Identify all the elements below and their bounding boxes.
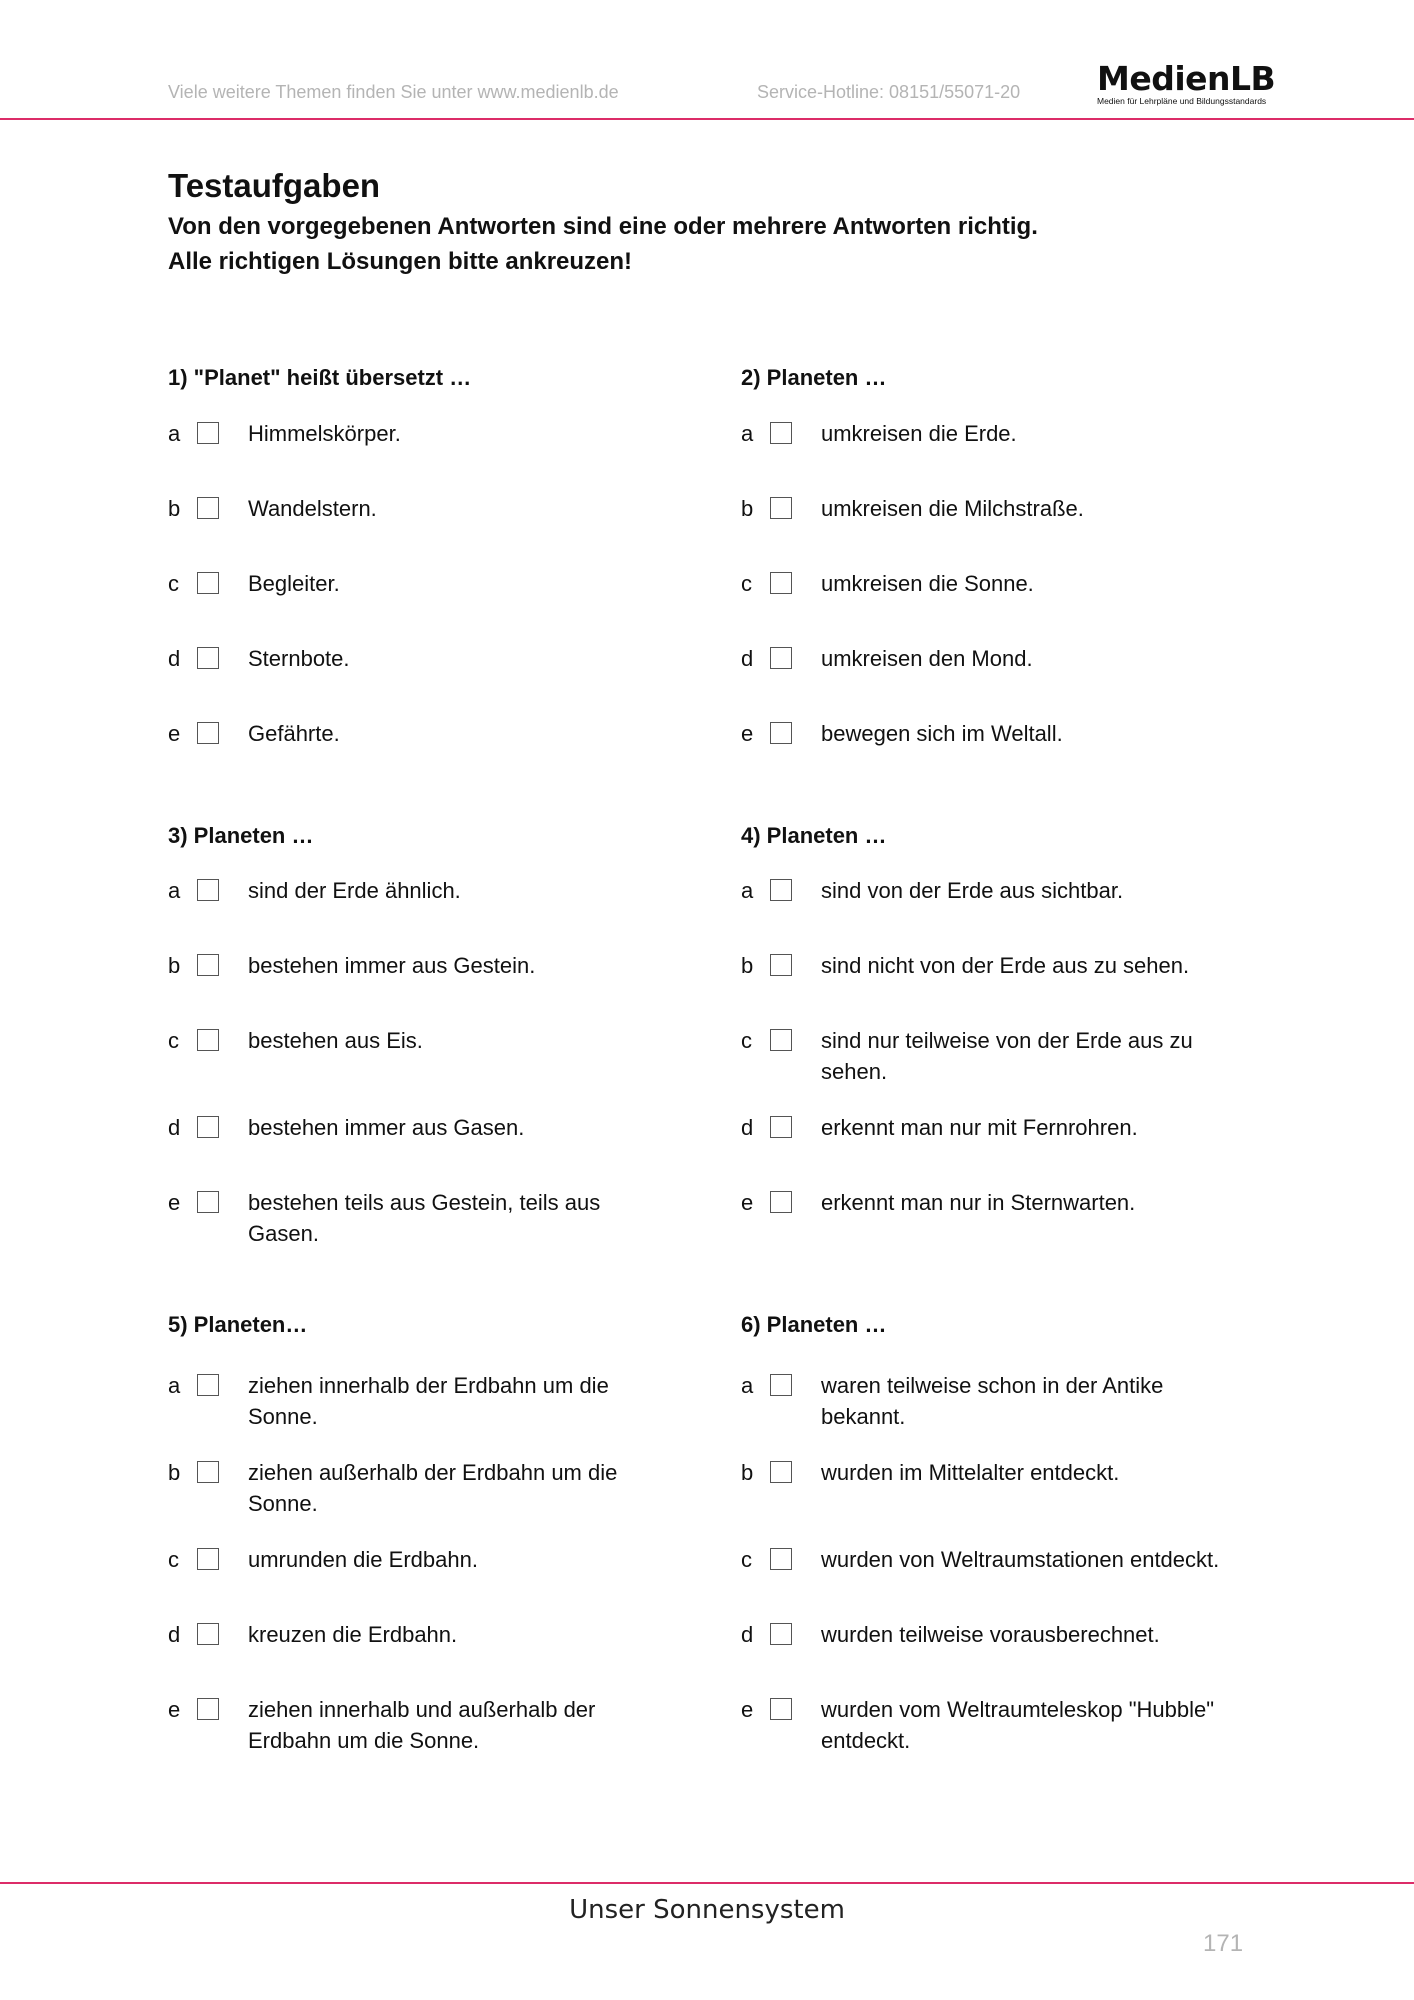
option-checkbox[interactable] [197,497,219,519]
option-letter: d [741,1115,754,1140]
option-letter: c [741,1028,752,1053]
option-text: ziehen außerhalb der Erdbahn um die Sonne. [248,1460,618,1516]
option-checkbox[interactable] [197,954,219,976]
option-text: sind von der Erde aus sichtbar. [821,878,1124,903]
option-checkbox[interactable] [197,1374,219,1396]
option-letter: b [168,496,181,521]
option-checkbox[interactable] [197,722,219,744]
instruction-line: Alle richtigen Lösungen bitte ankreuzen! [168,248,633,275]
option-text: bestehen immer aus Gasen. [248,1115,525,1140]
option-text: kreuzen die Erdbahn. [248,1622,458,1647]
option-text: waren teilweise schon in der Antike bekannt. [821,1373,1164,1429]
option-text: umkreisen die Erde. [821,421,1017,446]
option-checkbox[interactable] [197,1191,219,1213]
option-checkbox[interactable] [770,422,792,444]
option-checkbox[interactable] [770,1116,792,1138]
option-letter: e [741,1190,754,1215]
option-letter: c [741,1547,752,1572]
option-letter: d [741,646,754,671]
option-text: sind der Erde ähnlich. [248,878,461,903]
question-5-title: 5) Planeten… [168,1312,308,1337]
option-text: erkennt man nur mit Fernrohren. [821,1115,1138,1140]
option-checkbox[interactable] [197,647,219,669]
option-checkbox[interactable] [770,1029,792,1051]
option-checkbox[interactable] [197,422,219,444]
option-checkbox[interactable] [770,1461,792,1483]
option-text: wurden teilweise vorausberechnet. [821,1622,1160,1647]
question-1-title: 1) "Planet" heißt übersetzt … [168,365,472,390]
option-checkbox[interactable] [197,1461,219,1483]
option-letter: c [168,571,179,596]
header-divider [0,118,1414,120]
option-text: wurden vom Weltraumteleskop "Hubble" entdeckt. [821,1697,1215,1753]
page-title: Testaufgaben [168,167,381,204]
option-letter: c [168,1547,179,1572]
option-letter: d [741,1622,754,1647]
option-letter: b [741,1460,754,1485]
option-letter: a [741,421,754,446]
option-letter: e [741,1697,754,1722]
option-checkbox[interactable] [770,879,792,901]
header-hotline-text: Service-Hotline: 08151/55071-20 [757,82,1021,102]
logo-subtitle: Medien für Lehrpläne und Bildungsstandards [1097,96,1267,106]
option-letter: d [168,1622,181,1647]
option-letter: c [168,1028,179,1053]
option-text: Himmelskörper. [248,421,401,446]
option-text: bestehen immer aus Gestein. [248,953,536,978]
option-checkbox[interactable] [770,1623,792,1645]
option-letter: a [168,421,181,446]
option-text: Begleiter. [248,571,340,596]
option-letter: a [168,878,181,903]
option-letter: e [168,1190,181,1215]
option-text: wurden von Weltraumstationen entdeckt. [821,1547,1220,1572]
option-letter: a [168,1373,181,1398]
option-text: Sternbote. [248,646,350,671]
option-letter: d [168,1115,181,1140]
option-text: wurden im Mittelalter entdeckt. [821,1460,1120,1485]
option-letter: a [741,878,754,903]
question-6-title: 6) Planeten … [741,1312,887,1337]
option-text: ziehen innerhalb der Erdbahn um die Sonne. [248,1373,609,1429]
option-checkbox[interactable] [197,1029,219,1051]
option-checkbox[interactable] [197,1698,219,1720]
option-checkbox[interactable] [770,1191,792,1213]
option-letter: b [168,953,181,978]
option-checkbox[interactable] [770,1374,792,1396]
option-text: umkreisen die Sonne. [821,571,1034,596]
option-letter: c [741,571,752,596]
option-text: erkennt man nur in Sternwarten. [821,1190,1136,1215]
option-text: Gefährte. [248,721,340,746]
footer-title: Unser Sonnensystem [569,1895,845,1925]
option-letter: e [168,721,181,746]
option-checkbox[interactable] [197,879,219,901]
option-letter: a [741,1373,754,1398]
option-checkbox[interactable] [770,954,792,976]
option-checkbox[interactable] [197,572,219,594]
option-checkbox[interactable] [770,1698,792,1720]
option-checkbox[interactable] [770,722,792,744]
question-4-title: 4) Planeten … [741,823,887,848]
option-text: sind nicht von der Erde aus zu sehen. [821,953,1190,978]
option-text: umkreisen die Milchstraße. [821,496,1084,521]
option-checkbox[interactable] [770,572,792,594]
option-checkbox[interactable] [197,1623,219,1645]
option-letter: e [741,721,754,746]
footer-divider [0,1882,1414,1884]
option-letter: b [741,953,754,978]
option-checkbox[interactable] [770,647,792,669]
option-text: bestehen teils aus Gestein, teils aus Gasen. [248,1190,601,1246]
option-checkbox[interactable] [770,1548,792,1570]
option-checkbox[interactable] [197,1116,219,1138]
option-letter: e [168,1697,181,1722]
option-checkbox[interactable] [197,1548,219,1570]
option-text: ziehen innerhalb und außerhalb der Erdbahn um die Sonne. [248,1697,596,1753]
page-number: 171 [1203,1930,1244,1957]
logo-name: MedienLB [1097,59,1276,98]
question-2-title: 2) Planeten … [741,365,887,390]
medienlb-logo [1097,59,1291,106]
header-website-text: Viele weitere Themen finden Sie unter www.medienlb.de [168,82,619,102]
option-letter: d [168,646,181,671]
option-letter: b [741,496,754,521]
instruction-line: Von den vorgegebenen Antworten sind eine oder mehrere Antworten richtig. [168,213,1038,240]
option-text: umkreisen den Mond. [821,646,1033,671]
option-text: Wandelstern. [248,496,377,521]
option-text: bestehen aus Eis. [248,1028,423,1053]
option-checkbox[interactable] [770,497,792,519]
question-3-title: 3) Planeten … [168,823,314,848]
option-text: bewegen sich im Weltall. [821,721,1063,746]
option-text: sind nur teilweise von der Erde aus zu sehen. [821,1028,1193,1084]
option-text: umrunden die Erdbahn. [248,1547,478,1572]
option-letter: b [168,1460,181,1485]
